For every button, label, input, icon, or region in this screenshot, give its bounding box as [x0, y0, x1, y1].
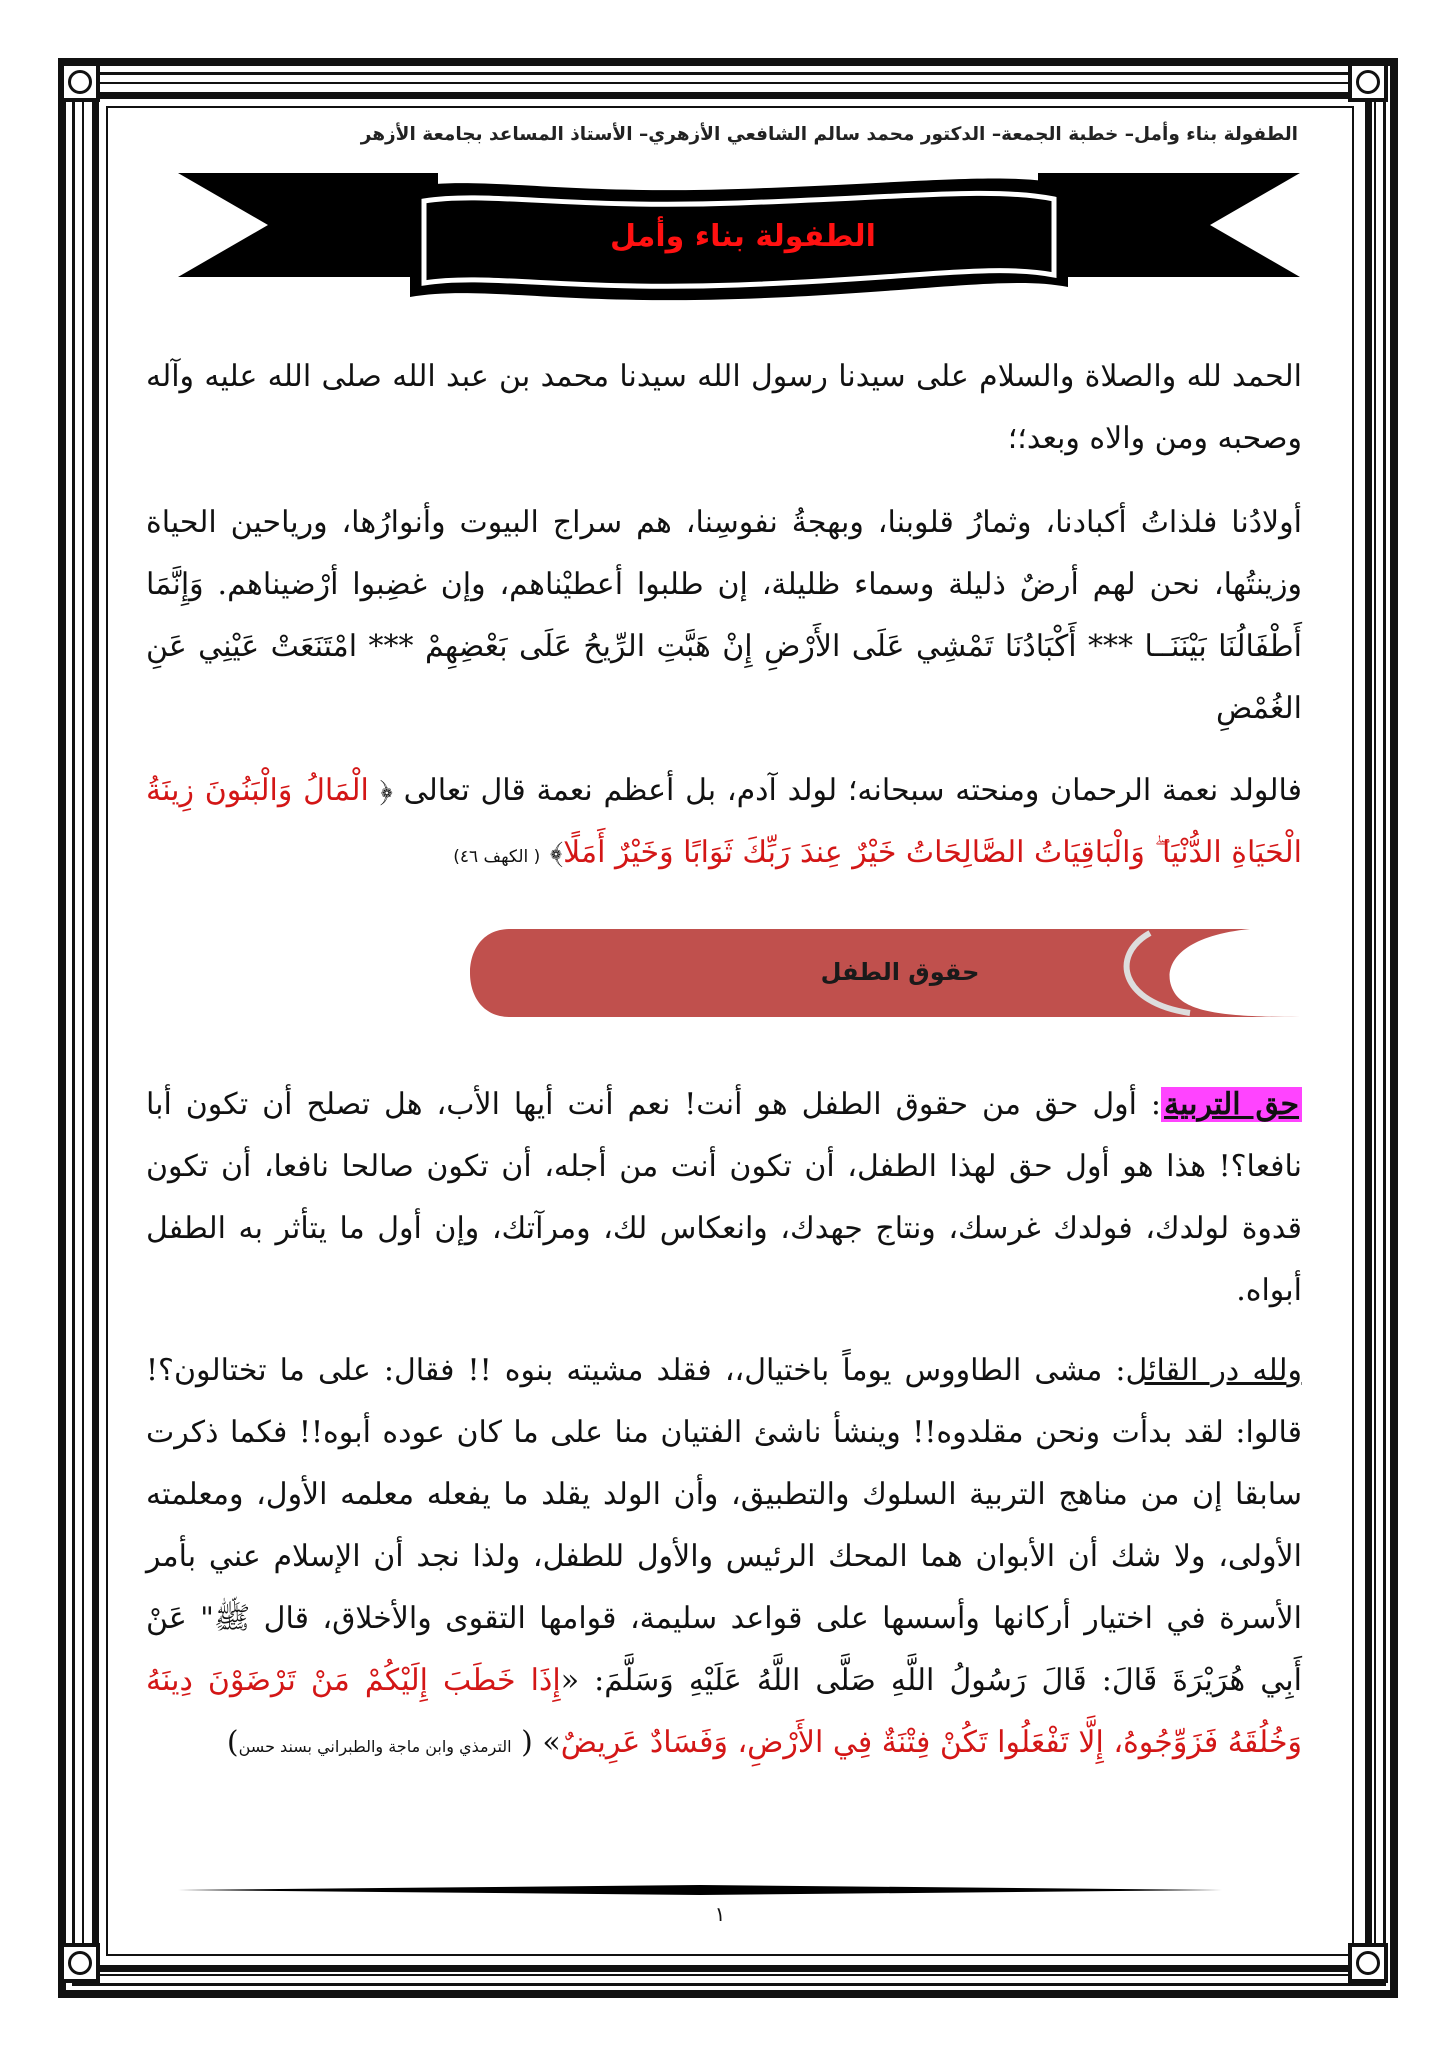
upbringing-text: : أول حق من حقوق الطفل هو أنت! نعم أنت أيها الأب، هل تصلح أن تكون أبا نافعا؟! هذا هو أول حق لهذا الطفل، أن تكون أنت من أجله، أن تكون صالحا نافعا، أن تكون قدوة لولدك، فولدك غرسك، ونتاج جهدك، وانعكاس لك، ومرآتك، وإن أول ما يتأثر به الطفل أبواه.	[146, 1087, 1302, 1308]
running-header: الطفولة بناء وأمل– خطبة الجمعة– الدكتور محمد سالم الشافعي الأزهري– الأستاذ المساعد بجامعة الأزهر	[360, 124, 1298, 145]
frame-corner-ornament	[60, 1943, 100, 1983]
children-paragraph	[146, 492, 1302, 740]
frame-corner-ornament	[1348, 62, 1388, 102]
banner-title: الطفولة بناء وأمل	[610, 219, 876, 254]
peacock-text: : مشى الطاووس يوماً باختيال،، فقلد مشيته بنوه !! فقال: على ما تختالون؟! قالوا: لقد بدأت ونحن مقلدوه!! وينشأ ناشئ الفتيان منا على ما كان عوده أبوه!! فكما ذكرت سابقا إن من مناهج التربية السلوك والتطبيق، وأن الولد يقلد ما يفعله معلمه الأول، ومعلمته الأولى، ولا شك أن الأبوان هما المحك الرئيس والأول للطفل، ولذا نجد أن الإسلام عني بأمر الأسرة في اختيار أركانها وأسسها على قواعد سليمة، قوامها التقوى والأخلاق، قال ﷺ" عَنْ أَبِي هُرَيْرَةَ قَالَ: قَالَ رَسُولُ اللَّهِ صَلَّى اللَّهُ عَلَيْهِ وَسَلَّمَ: «	[146, 1353, 1302, 1698]
opening-paragraph	[146, 346, 1302, 470]
page-number: ١	[714, 1902, 726, 1926]
verse-close-bracket: ﴾	[549, 835, 564, 870]
frame-corner-ornament	[60, 62, 100, 102]
upbringing-paragraph	[146, 1074, 1302, 1322]
children-text: أولادُنا فلذاتُ أكبادنا، وثمارُ قلوبنا، وبهجةُ نفوسِنا، هم سراج البيوت وأنوارُها، ورياحين الحياة وزينتُها، نحن لهم أرضٌ ذليلة وسماء ظليلة، إن طلبوا أعطيْناهم، وإن غضِبوا أرْضيناهم.	[146, 505, 1302, 602]
upbringing-label: حق التربية	[1161, 1087, 1302, 1122]
quran-verse: الْمَالُ وَالْبَنُونَ زِينَةُ الْحَيَاةِ الدُّنْيَا ۖ وَالْبَاقِيَاتُ الصَّالِحَاتُ خَيْرٌ عِندَ رَبِّكَ ثَوَابًا وَخَيْرٌ أَمَلًا	[146, 773, 1302, 870]
section-title: حقوق الطفل	[820, 958, 980, 986]
hadith-close: » (	[521, 1725, 561, 1760]
verse-reference: ( الكهف ٤٦)	[453, 847, 541, 867]
hadith-text: إِذَا خَطَبَ إِلَيْكُمْ مَنْ تَرْضَوْنَ دِينَهُ وَخُلُقَهُ فَزَوِّجُوهُ، إِلَّا تَفْعَلُوا تَكُنْ فِتْنَةٌ فِي الأَرْضِ، وَفَسَادٌ عَرِيضٌ	[146, 1663, 1302, 1760]
opening-text: الحمد لله والصلاة والسلام على سيدنا رسول الله سيدنا محمد بن عبد الله صلى الله عليه وآله وصحبه ومن والاه وبعد؛؛	[146, 359, 1302, 456]
peacock-paragraph	[146, 1340, 1302, 1778]
frame-corner-ornament	[1348, 1943, 1388, 1983]
poem-verse: وَإِنَّمَا أَطْفَالُنَا بَيْنَنَــا *** أَكْبَادُنَا تَمْشِي عَلَى الأَرْضِ إِنْ هَبَّتِ الرِّيحُ عَلَى بَعْضِهِمْ *** امْتَنَعَتْ عَيْنِي عَنِ الغُمْضِ	[146, 567, 1302, 726]
hadith-reference: الترمذي وابن ماجة والطبراني بسند حسن	[238, 1737, 512, 1756]
saying-label: ولله در القائل	[1125, 1353, 1302, 1388]
footer-divider	[178, 1884, 1222, 1896]
title-banner	[178, 165, 1300, 335]
reference-close: )	[226, 1725, 239, 1760]
blessing-text: فالولد نعمة الرحمان ومنحته سبحانه؛ لولد آدم، بل أعظم نعمة قال تعالى ﴿	[379, 773, 1302, 808]
blessing-paragraph	[146, 760, 1302, 888]
